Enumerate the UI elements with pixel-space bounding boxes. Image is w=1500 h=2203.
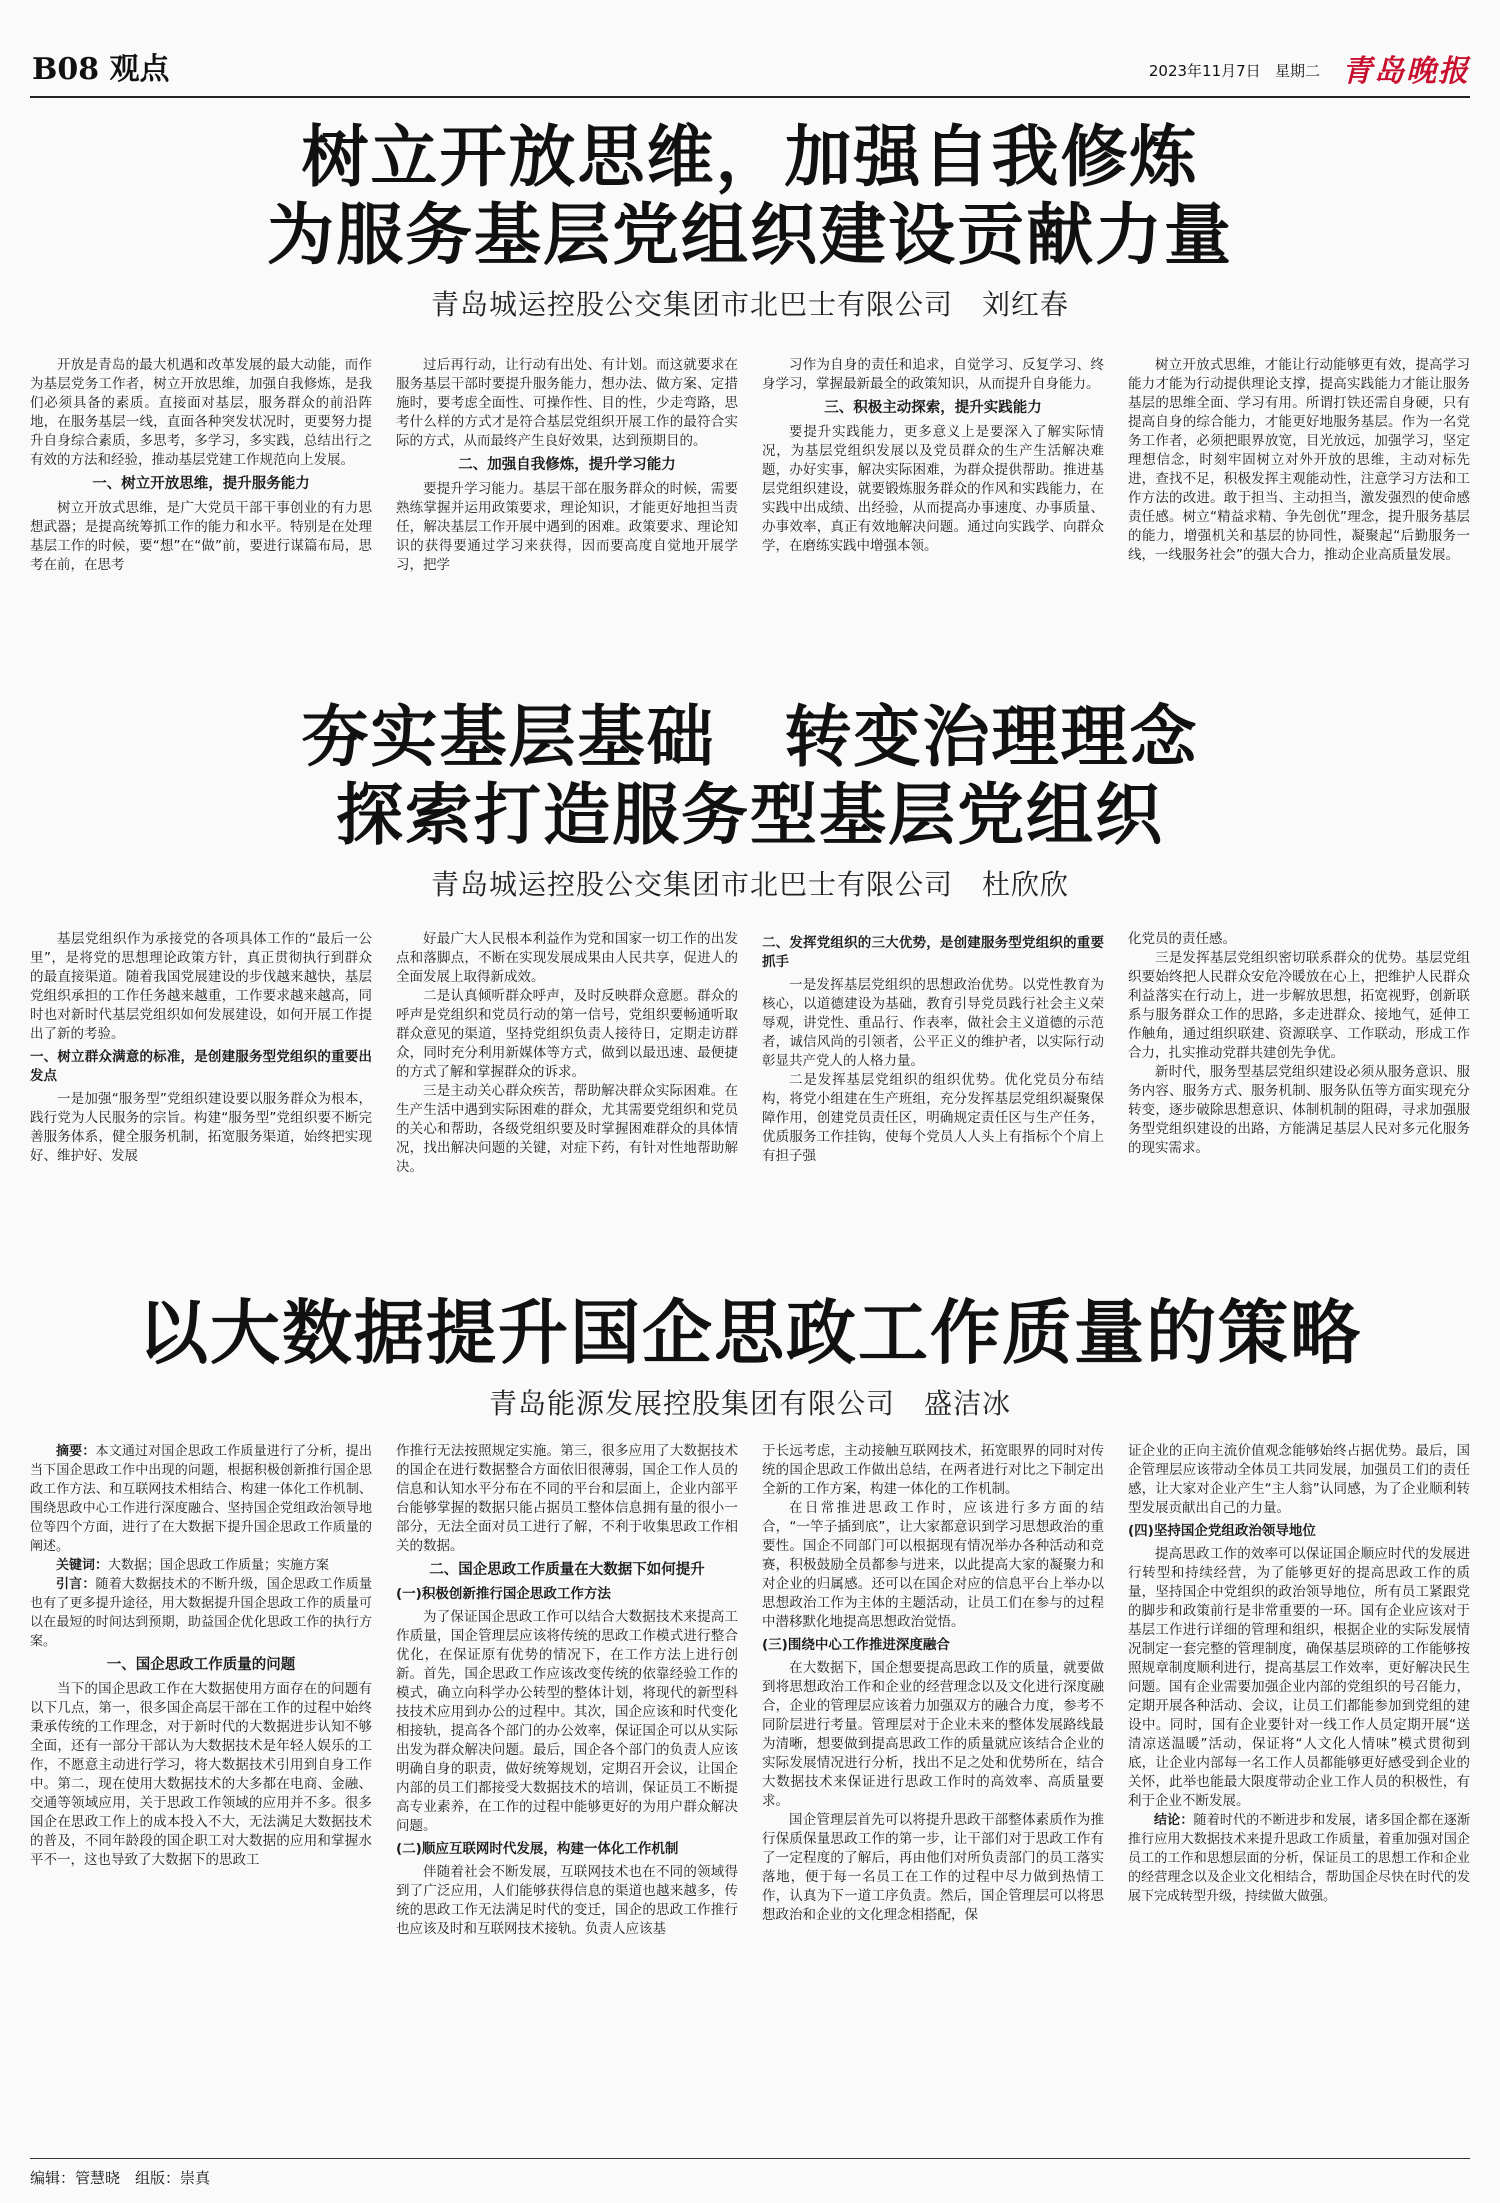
section-heading: 三、积极主动探索，提升实践能力 bbox=[824, 400, 1042, 416]
body-paragraph: 提高思政工作的效率可以保证国企顺应时代的发展进行转型和持续经营，为了能够更好的提高思政工作的质量，坚持国企中党组织的政治领导地位，所有员工紧跟党的脚步和政策前行是非常重要的一环。国有企业应该对于基层工作进行详细的管理和组织，根据企业的实际发展情况制定一套完整的管理制度，确保基层琐碎的工作能够按照规章制度顺利进行，提高基层工作效率，更好解决民生问题。国有企业需要加强企业内部的党组织的号召能力，定期开展各种活动、会议，让员工们都能参加到党组的建设中。同时，国有企业要针对一线工作人员定期开展“送清凉送温暖”活动，保证将“人文化人情味”模式贯彻到底，让企业内部每一名工作人员都能够更好感受到企业的关怀，此举也能最大限度带动企业工作人员的积极性，有利于企业不断发展。 bbox=[1128, 1546, 1470, 1809]
body-paragraph: 好最广大人民根本利益作为党和国家一切工作的出发点和落脚点，不断在实现发展成果由人民共享，促进人的全面发展上取得新成效。 bbox=[396, 931, 738, 985]
body-paragraph: 一是加强“服务型”党组织建设要以服务群众为根本，践行党为人民服务的宗旨。构建“服务型”党组织要不断完善服务体系，健全服务机制，拓宽服务渠道，始终把实现好、维护好、发展 bbox=[30, 1091, 372, 1164]
body-paragraph: 为了保证国企思政工作可以结合大数据技术来提高工作质量，国企管理层应该将传统的思政工作模式进行整合优化，在保证原有优势的情况下，在工作方法上进行创新。首先，国企思政工作应该改变传统的依靠经验工作的模式，确立向科学办公转型的整体计划，将现代的新型科技技术应用到办公的过程中。其次，国企应该和时代变化相接轨，提高各个部门的办公效率，保证国企可以从实际出发为群众解决问题。最后，国企各个部门的负责人应该明确自身的职责，做好统筹规划，定期召开会议，让国企内部的员工们都接受大数据技术的培训，保证员工不断提高专业素养，在工作的过程中能够更好的为用户群众解决问题。 bbox=[396, 1609, 738, 1834]
body-paragraph: 二是认真倾听群众呼声，及时反映群众意愿。群众的呼声是党组织和党员行动的第一信号，党组织要畅通听取群众意见的渠道，坚持党组织负责人接待日，定期走访群众，同时充分利用新媒体等方式，做到以最迅速、最便捷的方式了解和掌握群众的诉求。 bbox=[396, 988, 738, 1080]
newspaper-logo: 青岛晚报 bbox=[1342, 54, 1470, 89]
body-paragraph: 新时代，服务型基层党组织建设必须从服务意识、服务内容、服务方式、服务机制、服务队伍等方面实现充分转变，逐步破除思想意识、体制机制的阻碍，寻求加强服务型党组织建设的出路，方能满足基层人民对多元化服务的现实需求。 bbox=[1128, 1064, 1470, 1156]
article-2-byline: 青岛城运控股公交集团市北巴士有限公司 杜欣欣 bbox=[430, 867, 1069, 901]
article-3-column-1 bbox=[30, 1442, 372, 2150]
page-footer: 编辑：管慧晓 组版：崇真 bbox=[30, 2158, 1470, 2188]
headline-line: 探索打造服务型基层党组织 bbox=[336, 775, 1164, 855]
subsection-heading: (一)积极创新推行国企思政工作方法 bbox=[396, 1586, 611, 1602]
paragraph-text: 大数据；国企思政工作质量；实施方案 bbox=[108, 1558, 330, 1573]
body-paragraph: 伴随着社会不断发展，互联网技术也在不同的领域得到了广泛应用，人们能够获得信息的渠道也越来越多，传统的思政工作无法满足时代的变迁，国企的思政工作推行也应该及时和互联网技术接轨。负责人应该基 bbox=[396, 1864, 738, 1937]
article-3-body bbox=[30, 1442, 1470, 2150]
article-2-headline bbox=[30, 698, 1470, 855]
article-1 bbox=[30, 117, 1470, 573]
article-3-byline: 青岛能源发展控股集团有限公司 盛洁冰 bbox=[488, 1386, 1011, 1420]
subsection-heading: 一、树立群众满意的标准，是创建服务型党组织的重要出发点 bbox=[30, 1049, 372, 1084]
abstract-paragraph bbox=[30, 1442, 372, 1556]
paragraph-text: 随着时代的不断进步和发展，诸多国企都在逐渐推行应用大数据技术来提升思政工作质量，着重加强对国企员工的工作和思想层面的分析，保证员工的思想工作和企业的经营理念以及企业文化相结合，帮助国企尽快在时代的发展下完成转型升级，持续做大做强。 bbox=[1128, 1813, 1470, 1904]
body-paragraph: 国企管理层首先可以将提升思政干部整体素质作为推行保质保量思政工作的第一步，让干部们对于思政工作有了一定程度的了解后，再由他们对所负责部门的员工落实落地，便于每一名员工在工作的过程中尽力做到热情工作，认真为下一道工序负责。然后，国企管理层可以将思想政治和企业的文化理念相搭配，保 bbox=[762, 1812, 1104, 1923]
paragraph-label: 引言： bbox=[56, 1577, 96, 1592]
body-paragraph: 二是发挥基层党组织的组织优势。优化党员分布结构，将党小组建在生产班组，充分发挥基层党组织凝聚保障作用，创建党员责任区，明确规定责任区与生产任务，优质服务工作挂钩，使每个党员人人头上有指标个个肩上有担子强 bbox=[762, 1072, 1104, 1164]
paragraph-text: 本文通过对国企思政工作质量进行了分析，提出当下国企思政工作中出现的问题，根据积极创新推行国企思政工作方法、和互联网技术相结合、构建一体化工作机制、围绕思政中心工作进行深度融合、坚持国企党组政治领导地位等四个方面，进行了在大数据下提升国企思政工作质量的阐述。 bbox=[30, 1444, 372, 1554]
abstract-paragraph bbox=[30, 1575, 372, 1651]
subsection-heading: (三)围绕中心工作推进深度融合 bbox=[762, 1637, 950, 1653]
date-bar bbox=[1149, 60, 1320, 81]
paragraph-label: 结论： bbox=[1154, 1813, 1194, 1828]
article-3-headline bbox=[30, 1292, 1470, 1374]
headline-line: 树立开放思维，加强自我修炼 bbox=[301, 117, 1199, 196]
body-paragraph: 三是发挥基层党组织密切联系群众的优势。基层党组织要始终把人民群众安危冷暖放在心上，把维护人民群众利益落实在行动上，进一步解放思想，拓宽视野，创新联系与服务群众工作的思路，多走进群众、接地气，延伸工作触角，通过组织联建、资源联享、工作联动，形成工作合力，扎实推动党群共建创先争优。 bbox=[1128, 950, 1470, 1061]
section-heading: 二、国企思政工作质量在大数据下如何提升 bbox=[429, 1562, 705, 1578]
body-paragraph: 证企业的正向主流价值观念能够始终占据优势。最后，国企管理层应该带动全体员工共同发展，加强员工们的责任感，让大家对企业产生“主人翁”认同感，为了企业顺利转型发展贡献出自己的力量。 bbox=[1128, 1443, 1470, 1516]
page-number: B08 观点 bbox=[32, 52, 170, 87]
body-paragraph: 在日常推进思政工作时，应该进行多方面的结合，“一竿子插到底”，让大家都意识到学习思想政治的重要性。国企不同部门可以根据现有情况举办各种活动和竞赛，积极鼓励全员都参与进来，以此提高大家的凝聚力和对企业的归属感。还可以在国企对应的信息平台上举办以思想政治工作为主体的主题活动，让员工们在参与的过程中潜移默化地提高思想政治觉悟。 bbox=[762, 1500, 1104, 1630]
body-paragraph: 要提升实践能力，更多意义上是要深入了解实际情况，为基层党组织发展以及党员群众的生产生活解决难题，办好实事，解决实际困难，为群众提供帮助。推进基层党组织建设，就要锻炼服务群众的作风和实践能力，在实践中出成绩、出经验，从而提高办事速度、办事质量、办事效率，真正有效地解决问题。通过向实践学、向群众学，在磨练实践中增强本领。 bbox=[762, 424, 1104, 554]
paragraph-label: 关键词： bbox=[56, 1558, 109, 1573]
section-heading: 二、加强自我修炼，提升学习能力 bbox=[458, 457, 676, 473]
paragraph-label: 摘要： bbox=[56, 1444, 96, 1459]
abstract-paragraph bbox=[1128, 1811, 1470, 1906]
body-paragraph: 三是主动关心群众疾苦，帮助解决群众实际困难。在生产生活中遇到实际困难的群众，尤其需要党组织和党员的关心和帮助，各级党组织要及时掌握困难群众的具体情况，找出解决问题的关键，对症下药，有针对性地帮助解决。 bbox=[396, 1083, 738, 1175]
article-3-column-3 bbox=[762, 1442, 1104, 2150]
page-header bbox=[30, 38, 1470, 98]
body-paragraph: 树立开放式思维，才能让行动能够更有效，提高学习能力才能为行动提供理论支撑，提高实践能力才能让服务基层的思维全面、学习有用。所谓打铁还需自身硬，只有提高自身的综合能力，才能更好地服务基层。作为一名党务工作者，必须把眼界放宽，目光放远，加强学习，坚定理想信念，时刻牢固树立对外开放的思维，主动对标先进，查找不足，积极发挥主观能动性，注意学习方法和工作方法的改进。敢于担当、主动担当，激发强烈的使命感责任感。树立“精益求精、争先创优”理念，提升服务基层的能力，增强机关和基层的协同性，凝聚起“后勤服务一线，一线服务社会”的强大合力，推动企业高质量发展。 bbox=[1128, 357, 1470, 563]
headline-line: 夯实基层基础 转变治理理念 bbox=[301, 697, 1199, 776]
headline-line: 为服务基层党组织建设贡献力量 bbox=[267, 195, 1233, 275]
article-3-column-4 bbox=[1128, 1442, 1470, 2150]
body-paragraph: 于长远考虑，主动接触互联网技术，拓宽眼界的同时对传统的国企思政工作做出总结，在两者进行对比之下制定出全新的工作方案，构建一体化的工作机制。 bbox=[762, 1443, 1104, 1497]
article-2 bbox=[30, 697, 1470, 1175]
issue-weekday: 星期二 bbox=[1274, 62, 1320, 80]
subsection-heading: 二、发挥党组织的三大优势，是创建服务型党组织的重要抓手 bbox=[762, 935, 1104, 970]
paragraph-text: 随着大数据技术的不断升级，国企思政工作质量也有了更多提升途径，用大数据提升国企思政工作的质量可以在最短的时间达到预期，助益国企优化思政工作的执行方案。 bbox=[30, 1577, 372, 1649]
body-paragraph: 开放是青岛的最大机遇和改革发展的最大动能，而作为基层党务工作者，树立开放思维，加强自我修炼，是我们必须具备的素质。直接面对基层，服务群众的前沿阵地，在服务基层一线，直面各种突发状况时，更要努力提升自身综合素质，多思考，多学习，多实践，总结出行之有效的方法和经验，推动基层党建工作规范向上发展。 bbox=[30, 357, 372, 468]
body-paragraph: 化党员的责任感。 bbox=[1128, 931, 1236, 947]
subsection-heading: (二)顺应互联网时代发展，构建一体化工作机制 bbox=[396, 1841, 679, 1857]
body-paragraph: 过后再行动，让行动有出处、有计划。而这就要求在服务基层干部时要提升服务能力，想办法、做方案、定措施时，要考虑全面性、可操作性、目的性，少走弯路，思考什么样的方式才是符合基层党组织开展工作的最符合实际的方式，从而最终产生良好效果，达到预期目的。 bbox=[396, 357, 738, 449]
article-3-column-2 bbox=[396, 1442, 738, 2150]
article-1-headline bbox=[30, 118, 1470, 275]
body-paragraph: 习作为自身的责任和追求，自觉学习、反复学习、终身学习，掌握最新最全的政策知识，从而提升自身能力。 bbox=[762, 357, 1104, 392]
article-3 bbox=[30, 1291, 1470, 1937]
section-heading: 一、树立开放思维，提升服务能力 bbox=[92, 476, 310, 492]
body-paragraph: 要提升学习能力。基层干部在服务群众的时候，需要熟练掌握并运用政策要求，理论知识，才能更好地担当责任，解决基层工作开展中遇到的困难。政策要求、理论知识的获得要通过学习来获得，因而要高度自觉地开展学习，把学 bbox=[396, 481, 738, 573]
body-paragraph: 当下的国企思政工作在大数据使用方面存在的问题有以下几点，第一，很多国企高层干部在工作的过程中始终秉承传统的工作理念，对于新时代的大数据进步认知不够全面，还有一部分干部认为大数据技术是年轻人娱乐的工作，不愿意主动进行学习，将大数据技术引用到自身工作中。第二，现在使用大数据技术的大多都在电商、金融、交通等领域应用，关于思政工作领域的应用并不多。很多国企在思政工作上的成本投入不大，无法满足大数据技术的普及，不同年龄段的国企职工对大数据的应用和掌握水平不一，这也导致了大数据下的思政工 bbox=[30, 1681, 372, 1868]
subsection-heading: (四)坚持国企党组政治领导地位 bbox=[1128, 1523, 1316, 1539]
section-heading: 一、国企思政工作质量的问题 bbox=[106, 1657, 296, 1673]
body-paragraph: 树立开放式思维，是广大党员干部干事创业的有力思想武器；是提高统筹抓工作的能力和水平。特别是在处理基层工作的时候，要“想”在“做”前，要进行谋篇布局，思考在前，在思考 bbox=[30, 500, 372, 573]
issue-date: 2023年11月7日 bbox=[1148, 62, 1261, 80]
article-1-byline: 青岛城运控股公交集团市北巴士有限公司 刘红春 bbox=[430, 287, 1069, 321]
body-paragraph: 作推行无法按照规定实施。第三，很多应用了大数据技术的国企在进行数据整合方面依旧很薄弱，国企工作人员的信息和认知水平分布在不同的平台和层面上，企业内部平台能够掌握的数据只能占据员工整体信息拥有量的很小一部分，无法全面对员工进行了解，不利于收集思政工作相关的数据。 bbox=[396, 1443, 738, 1554]
headline-line: 以大数据提升国企思政工作质量的策略 bbox=[138, 1291, 1362, 1374]
abstract-paragraph bbox=[30, 1556, 372, 1575]
body-paragraph: 一是发挥基层党组织的思想政治优势。以党性教育为核心，以道德建设为基础，教育引导党员践行社会主义荣辱观，讲党性、重品行、作表率，做社会主义道德的示范者，诚信风尚的引领者，公平正义的维护者，以实际行动彰显共产党人的人格力量。 bbox=[762, 977, 1104, 1069]
body-paragraph: 在大数据下，国企想要提高思政工作的质量，就要做到将思想政治工作和企业的经营理念以及文化进行深度融合，企业的管理层应该着力加强双方的融合力度，参考不同阶层进行考量。管理层对于企业未来的整体发展路线最为清晰，想要做到提高思政工作的质量就应该结合企业的实际发展情况进行分析，找出不足之处和优势所在，结合大数据技术来保证进行思政工作时的高效率、高质量要求。 bbox=[762, 1660, 1104, 1809]
body-paragraph: 基层党组织作为承接党的各项具体工作的“最后一公里”，是将党的思想理论政策方针，真正贯彻执行到群众的最直接渠道。随着我国党展建设的步伐越来越快，基层党组织承担的工作任务越来越重，工作要求越来越高，同时也对新时代基层党组织如何发展建设，如何开展工作提出了新的考验。 bbox=[30, 931, 372, 1042]
